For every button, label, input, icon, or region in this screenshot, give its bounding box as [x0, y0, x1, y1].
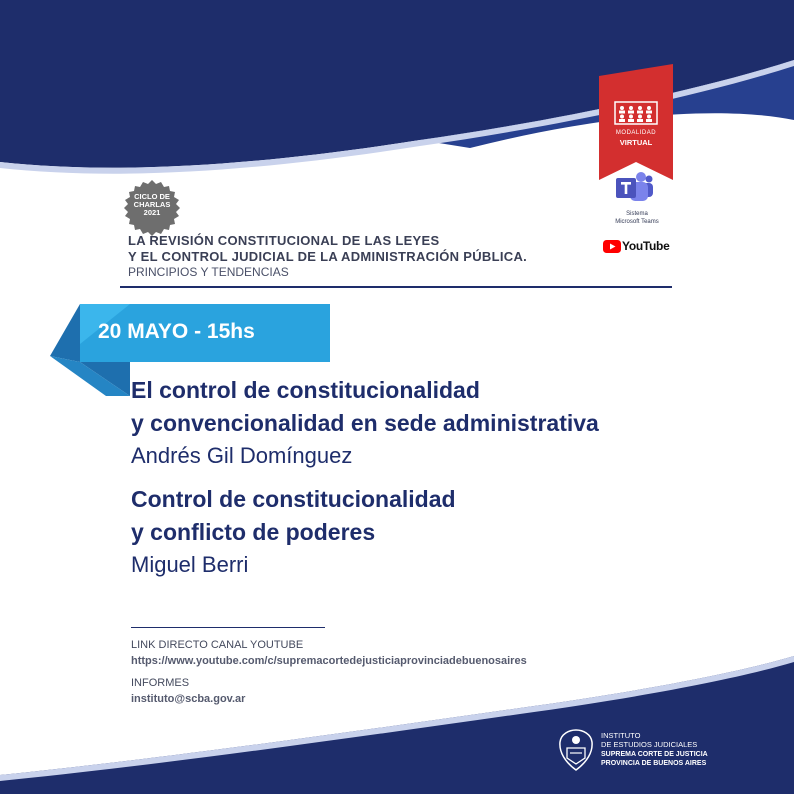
badge-label	[120, 193, 184, 217]
microsoft-teams-icon	[614, 171, 654, 203]
talk2-title-line2: y conflicto de poderes	[131, 519, 376, 545]
institution-line4: PROVINCIA DE BUENOS AIRES	[601, 760, 707, 767]
institution-line3: SUPREMA CORTE DE JUSTICIA	[601, 751, 708, 758]
provincial-crest-icon	[557, 728, 595, 772]
youtube-play-icon	[603, 240, 621, 253]
institution-line1: INSTITUTO	[601, 731, 641, 740]
virtual-meeting-icon	[614, 101, 658, 125]
series-title-line2: Y EL CONTROL JUDICIAL DE LA ADMINISTRACIÓN PÚBLICA.	[128, 249, 528, 264]
info-email-link[interactable]: instituto@scba.gov.ar	[131, 693, 246, 705]
header-divider	[120, 286, 672, 288]
teams-caption-line1: Sistema	[626, 211, 648, 217]
youtube-channel-link[interactable]: https://www.youtube.com/c/supremacortedejusticiaprovinciadebuenosaires	[131, 655, 527, 667]
event-date: 20 MAYO - 15hs	[98, 320, 255, 343]
badge-line3: 2021	[143, 208, 161, 217]
info-label: INFORMES	[131, 677, 190, 689]
talk1-title-line2: y convencionalidad en sede administrativa	[131, 410, 599, 436]
youtube-link-label: LINK DIRECTO CANAL YOUTUBE	[131, 639, 304, 651]
talk1-speaker: Andrés Gil Domínguez	[131, 443, 353, 468]
modality-value: VIRTUAL	[619, 138, 653, 147]
info-divider	[131, 627, 325, 628]
talk2-title-line1: Control de constitucionalidad	[131, 486, 456, 512]
talk1-title-line1: El control de constitucionalidad	[131, 377, 480, 403]
series-subtitle: PRINCIPIOS Y TENDENCIAS	[128, 265, 289, 279]
talk2-speaker: Miguel Berri	[131, 552, 249, 577]
series-title-line1: LA REVISIÓN CONSTITUCIONAL DE LAS LEYES	[128, 233, 440, 248]
modality-label: MODALIDAD	[615, 130, 657, 136]
badge-line1: CICLO DE	[134, 192, 170, 201]
teams-caption-line2: Microsoft Teams	[615, 219, 659, 225]
badge-line2: CHARLAS	[133, 200, 171, 209]
youtube-label: YouTube	[622, 239, 670, 253]
institution-line2: DE ESTUDIOS JUDICIALES	[601, 740, 698, 749]
